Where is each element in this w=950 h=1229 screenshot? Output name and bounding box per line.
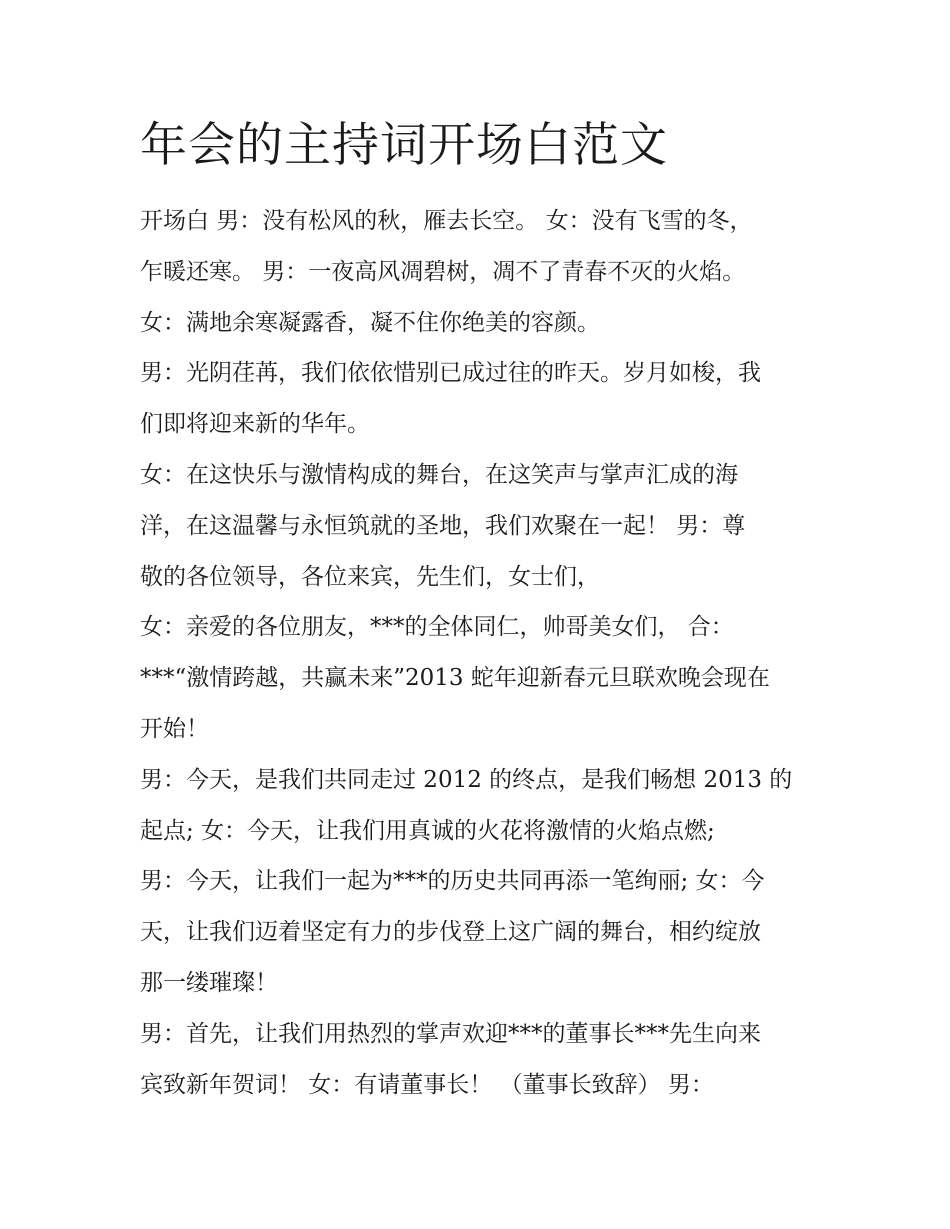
body-line: ***“激情跨越，共赢未来”2013 蛇年迎新春元旦联欢晚会现在 [140, 665, 770, 692]
document-body [140, 196, 820, 1110]
body-line: 开场白 男：没有松风的秋，雁去长空。 女：没有飞雪的冬， [140, 208, 753, 234]
body-line: 天，让我们迈着坚定有力的步伐登上这广阔的舞台，相约绽放 [140, 919, 761, 946]
body-line: 洋，在这温馨与永恒筑就的圣地，我们欢聚在一起！ 男：尊 [140, 512, 746, 539]
body-line: 女：在这快乐与激情构成的舞台，在这笑声与掌声汇成的海 [140, 461, 738, 488]
body-line: 女：满地余寒凝露香，凝不住你绝美的容颜。 [140, 309, 600, 336]
document-title: 年会的主持词开场白范文 [140, 118, 668, 173]
body-line: 起点; 女：今天，让我们用真诚的火花将激情的火焰点燃; [140, 817, 715, 844]
body-line: 男：首先，让我们用热烈的掌声欢迎***的董事长***先生向来 [140, 1020, 761, 1047]
body-line: 男：今天，让我们一起为***的历史共同再添一笔绚丽; 女：今 [140, 868, 765, 895]
body-line: 乍暖还寒。 男：一夜高风凋碧树，凋不了青春不灭的火焰。 [140, 258, 746, 285]
body-line: 女：亲爱的各位朋友，***的全体同仁，帅哥美女们， 合： [140, 614, 734, 641]
body-line: 宾致新年贺词！ 女：有请董事长！ （董事长致辞） 男： [140, 1071, 714, 1098]
body-line: 们即将迎来新的华年。 [140, 411, 370, 438]
body-line: 男：今天，是我们共同走过 2012 的终点，是我们畅想 2013 的 [140, 766, 793, 793]
body-line: 开始！ [140, 715, 209, 742]
body-line: 那一缕璀璨！ [140, 969, 278, 996]
body-line: 敬的各位领导，各位来宾，先生们，女士们， [140, 563, 600, 590]
body-line: 男：光阴荏苒，我们依依惜别已成过往的昨天。岁月如梭，我 [140, 360, 761, 387]
